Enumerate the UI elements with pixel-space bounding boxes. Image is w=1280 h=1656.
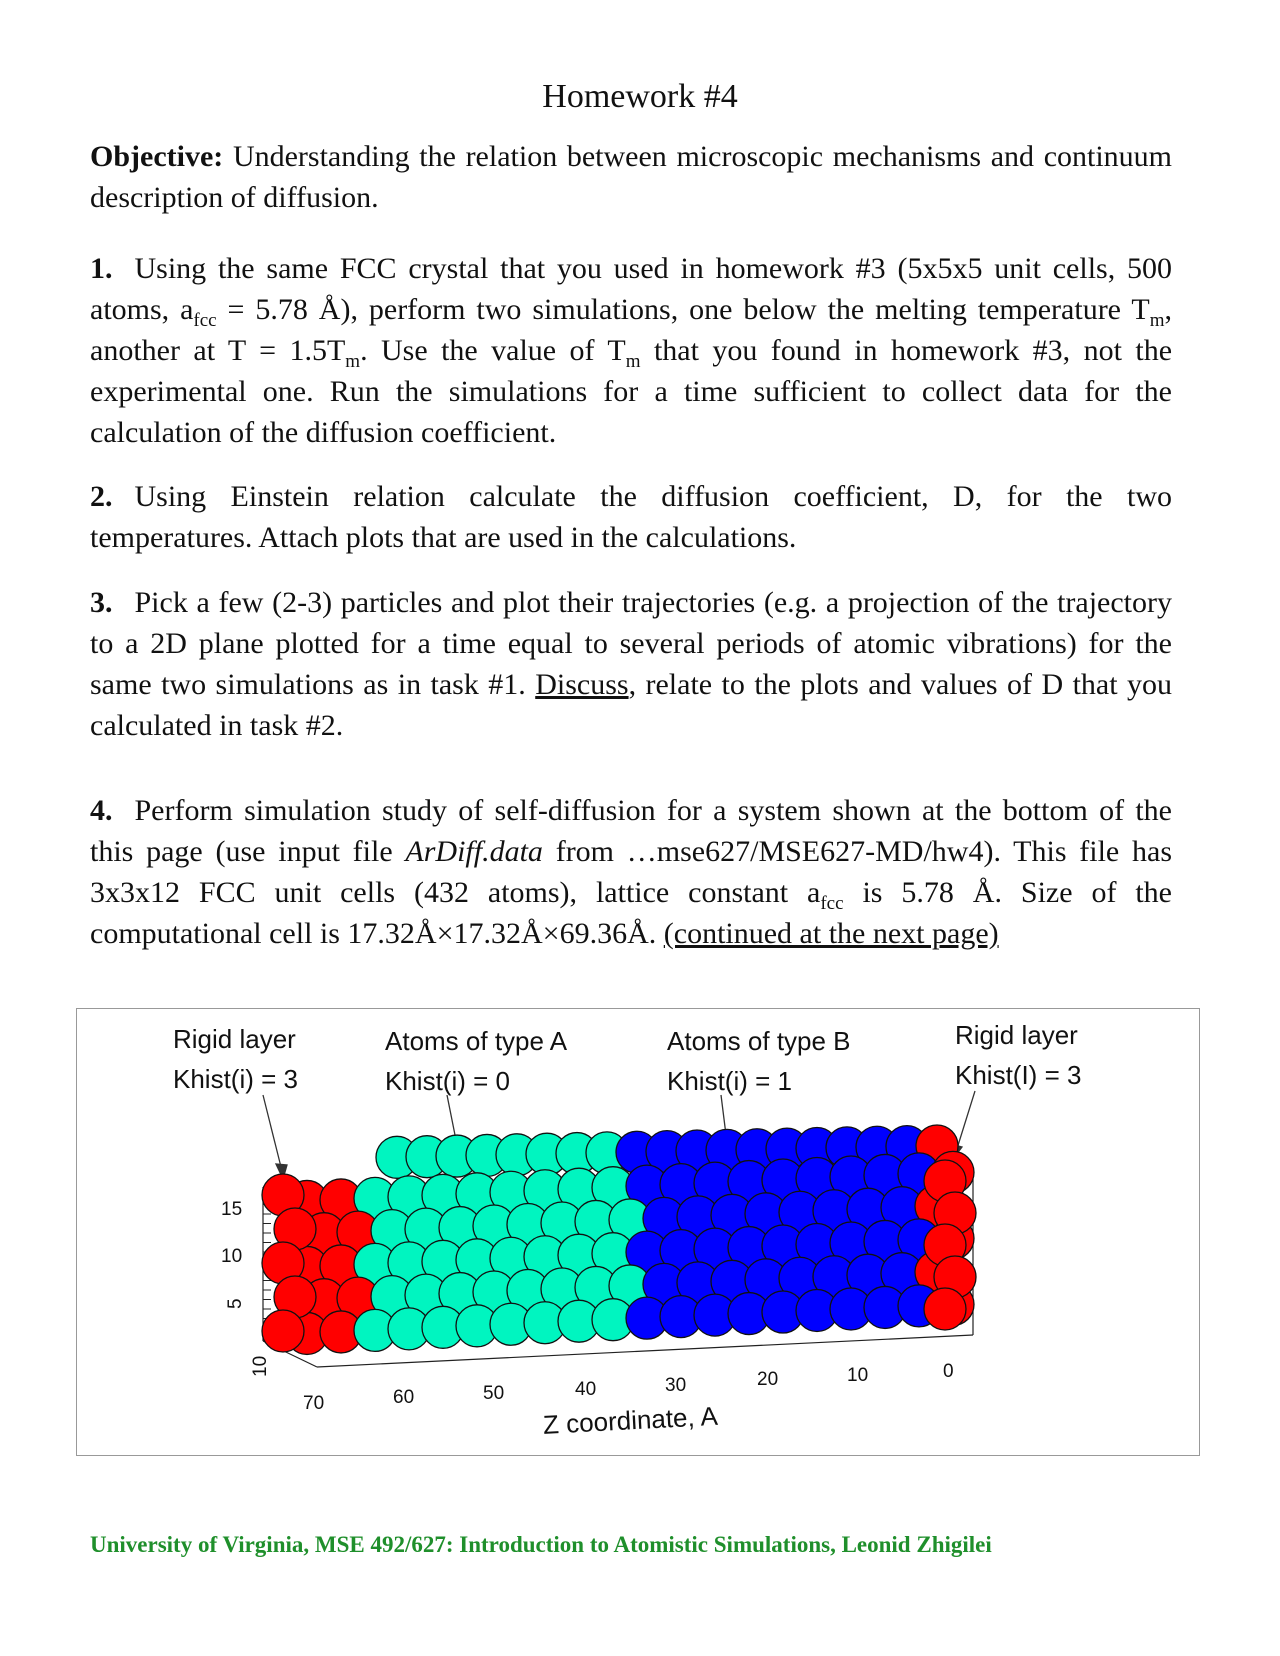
subscript-m: m bbox=[625, 351, 641, 372]
z-tick-label: 20 bbox=[757, 1369, 779, 1390]
label-line: Rigid layer bbox=[955, 1020, 1078, 1050]
label-line: Khist(i) = 1 bbox=[667, 1066, 792, 1096]
task-1-paragraph bbox=[90, 248, 1172, 453]
z-tick-label: 0 bbox=[943, 1361, 954, 1382]
footer-credit: University of Virginia, MSE 492/627: Introduction to Atomistic Simulations, Leonid Zhigilei bbox=[90, 1532, 992, 1557]
subscript-fcc: fcc bbox=[193, 310, 217, 331]
continued-note: (continued at the next page) bbox=[663, 917, 999, 950]
arrow-rigid-left bbox=[263, 1095, 283, 1175]
task-3-text: , relate to the plots and values of D that you calculated in task #2. bbox=[90, 668, 1172, 742]
task-4-text: from …mse627/MSE627-MD/hw4). This file has 3x3x12 FCC unit cells (432 atoms), lattice constant a bbox=[90, 835, 1172, 909]
task-1-text: = 5.78 Å), perform two simulations, one below the melting temperature T bbox=[216, 293, 1150, 326]
atom-slab-drawing bbox=[77, 1009, 1201, 1457]
z-tick-label: 50 bbox=[483, 1383, 505, 1404]
task-4-text: is 5.78 Å. Size of the computational cell is 17.32Å×17.32Å×69.36Å. bbox=[90, 876, 1172, 950]
simulation-figure bbox=[76, 1008, 1200, 1456]
label-line: Atoms of type A bbox=[385, 1026, 568, 1056]
z-tick-label: 60 bbox=[393, 1387, 415, 1408]
task-1-text: , another at T = 1.5T bbox=[90, 293, 1172, 367]
task-1-text: . Use the value of T bbox=[360, 334, 626, 367]
subscript-fcc: fcc bbox=[820, 893, 844, 914]
z-tick-label: 40 bbox=[575, 1379, 597, 1400]
label-line: Khist(i) = 3 bbox=[173, 1064, 298, 1094]
task-1-number: 1. bbox=[90, 252, 113, 285]
z-axis-title: Z coordinate, A bbox=[542, 1400, 719, 1440]
task-3-paragraph bbox=[90, 582, 1172, 746]
task-3-number: 3. bbox=[90, 586, 113, 619]
label-line: Khist(I) = 3 bbox=[955, 1060, 1082, 1090]
y-tick-label: 15 bbox=[221, 1199, 243, 1220]
discuss-underlined: Discuss bbox=[535, 668, 629, 701]
objective-text: Understanding the relation between microscopic mechanisms and continuum description of diffusion. bbox=[90, 140, 1173, 214]
subscript-m: m bbox=[345, 351, 361, 372]
atom bbox=[924, 1288, 966, 1330]
y-tick-label: 10 bbox=[221, 1246, 243, 1267]
atoms-layer bbox=[262, 1125, 976, 1354]
task-4-number: 4. bbox=[90, 794, 113, 827]
page-title: Homework #4 bbox=[542, 78, 738, 115]
objective-paragraph bbox=[90, 136, 1172, 218]
task-2-paragraph bbox=[90, 476, 1172, 558]
input-file-name: ArDiff.data bbox=[405, 835, 543, 868]
subscript-m: m bbox=[1149, 310, 1165, 331]
task-4-paragraph bbox=[90, 790, 1172, 954]
x-tick-label: 10 bbox=[250, 1355, 271, 1377]
atom bbox=[262, 1310, 304, 1352]
objective-label: Objective: bbox=[90, 140, 224, 173]
task-2-text: Using Einstein relation calculate the diffusion coefficient, D, for the two temperatures. Attach plots that are used in the calculations. bbox=[90, 480, 1172, 554]
z-tick-label: 10 bbox=[847, 1365, 869, 1386]
label-line: Rigid layer bbox=[173, 1024, 296, 1054]
label-line: Khist(i) = 0 bbox=[385, 1066, 510, 1096]
z-tick-label: 70 bbox=[303, 1393, 325, 1414]
z-tick-label: 30 bbox=[665, 1375, 687, 1396]
y-tick-label: 5 bbox=[225, 1298, 246, 1309]
task-1-text: Using the same FCC crystal that you used in homework #3 (5x5x5 unit cells, 500 atoms, a bbox=[90, 252, 1172, 326]
task-3-text: Pick a few (2-3) particles and plot their trajectories (e.g. a projection of the trajectory to a 2D plane plotted for a time equal to several periods of atomic vibrations) for the same two simulations as in task #1. bbox=[90, 586, 1172, 701]
label-line: Atoms of type B bbox=[667, 1026, 851, 1056]
task-4-text: Perform simulation study of self-diffusion for a system shown at the bottom of the this page (use input file bbox=[90, 794, 1172, 868]
task-1-text: that you found in homework #3, not the experimental one. Run the simulations for a time sufficient to collect data for the calculation of the diffusion coefficient. bbox=[90, 334, 1173, 449]
task-2-number: 2. bbox=[90, 480, 113, 513]
